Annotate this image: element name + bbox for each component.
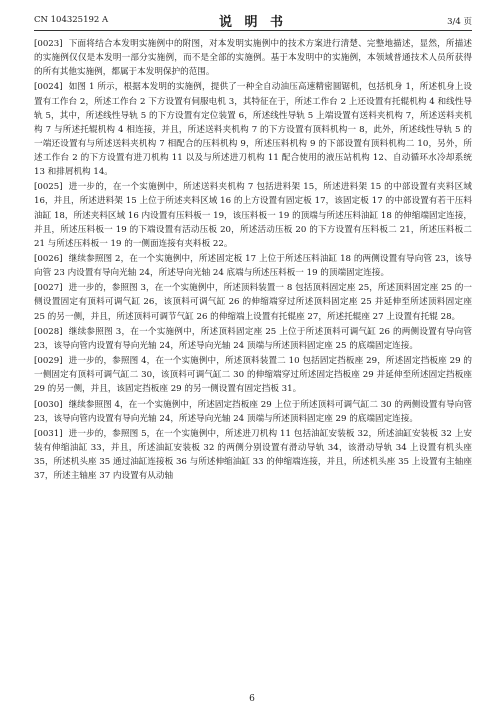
paragraph-text: 进一步的，参照图 3，在一个实施例中，所述顶料装置一 8 包括顶料固定座 25，所述顶料固定座 25 的一侧设置固定有顶料可调气缸 26，该顶料可调气缸 26 的伸缩端穿过所述顶料固定座 25 并延伸至所述顶料固定座 25 的另一侧，并且，所述顶料可调节气缸 26 的伸缩端上设置有托辊座 27，所述托辊座 27 上设置有托辊 28。 (34, 283, 472, 322)
document-title: 说 明 书 (218, 15, 288, 30)
paragraph-text: 进一步的，参照图 4，在一个实施例中，所述顶料装置二 10 包括固定挡板座 29，所述固定挡板座 29 的一侧固定有顶料可调气缸二 30，该顶料可调气缸二 30 的伸缩端穿过所述固定挡板座 29 并延伸至所述固定挡板座 29 的另一侧，并且，该固定挡板座 29 的另一侧设置有固定挡板 31。 (34, 356, 472, 395)
paragraph-0025 (34, 180, 472, 250)
paragraph-text: 继续参照图 4，在一个实施例中，所述固定挡板座 29 上位于所述顶料可调气缸二 30 的两侧设置有导向管 23，该导向管内设置有导向光轴 24，所述导向光轴 24 顶端与所述顶料固定座 29 的底端固定连接。 (34, 399, 472, 424)
paragraph-0026 (34, 252, 472, 280)
page-number: 6 (249, 694, 255, 704)
page-header (34, 10, 472, 31)
publication-number: CN 104325192 A (34, 15, 109, 25)
paragraph-text: 继续参照图 3，在一个实施例中，所述顶料固定座 25 上位于所述顶料可调气缸 26 的两侧设置有导向管 23，该导向管内设置有导向光轴 24，所述导向光轴 24 顶端与所述顶料固定座 25 的底端固定连接。 (34, 326, 472, 351)
paragraph-text: 继续参照图 2，在一个实施例中，所述固定板 17 上位于所述压料油缸 18 的两侧设置有导向管 23，该导向管 23 内设置有导向光轴 24，所述导向光轴 24 底端与所述压料板一 19 的顶端固定连接。 (34, 253, 472, 279)
paragraph-number: [0031] (34, 429, 63, 440)
paragraph-number: [0023] (34, 39, 63, 49)
paragraph-number: [0025] (34, 182, 63, 193)
paragraph-number: [0030] (34, 399, 63, 410)
paragraph-text: 如图 1 所示，根据本发明的实施例，提供了一种全自动油压高速精密圆锯机，包括机身 1，所述机身上设置有工作台 2，所述工作台 2 下方设置有伺服电机 3，其特征在于，所述工作台 2 上还设置有托辊机构 4 和线性导轨 5，其中，所述线性导轨 5 的下方设置有定位装置 6，所述线性导轨 5 上端设置有送料夹机构 7，所述送料夹机构 7 与所述托辊机构 4 相连接，并且，所述送料夹机构 7 的下方设置有顶料机构一 8，此外，所述线性导轨 5 的一端还设置有与所述送料夹机构 7 相配合的压料机构 9，所述压料机构 9 的下部设置有顶料机构二 10，另外，所述工作台 2 的下方设置有进刀机构 11 以及与所述进刀机构 11 配合使用的液压站机构 12、自动循环水冷却系统 13 和排屑机构 14。 (34, 82, 472, 178)
paragraph-number: [0024] (34, 82, 63, 93)
paragraph-number: [0027] (34, 283, 63, 294)
page-indicator: 3/4 页 (447, 17, 472, 27)
paragraph-number: [0029] (34, 356, 63, 367)
paragraph-0031 (34, 427, 472, 483)
paragraph-0029 (34, 354, 472, 396)
paragraph-0027 (34, 281, 472, 323)
paragraph-text: 进一步的，参照图 5，在一个实施例中，所述进刀机构 11 包括油缸安装板 32，所述油缸安装板 32 上安装有伸缩油缸 33，并且，所述油缸安装板 32 的两侧分别设置有滑动导轨 34，该滑动导轨 34 上设置有机头座 35，所述机头座 35 通过油缸连接板 36 与所述伸缩油缸 33 的伸缩端连接，并且，所述机头座 35 上设置有主轴座 37，所述主轴座 37 内设置有从动轴 (34, 429, 472, 482)
paragraph-text: 下面将结合本发明实施例中的附图，对本发明实施例中的技术方案进行清楚、完整地描述，显然，所描述的实施例仅仅是本发明一部分实施例，而不是全部的实施例。基于本发明中的实施例，本领域普通技术人员所获得的所有其他实施例，都属于本发明保护的范围。 (34, 39, 472, 78)
paragraph-text: 进一步的，在一个实施例中，所述送料夹机构 7 包括进料架 15，所述进料架 15 的中部设置有夹料区域 16，并且，所述进料架 15 上位于所述夹料区域 16 的上方设置有固定板 17，该固定板 17 的中部设置有若干压料油缸 18，所述夹料区域 16 内设置有压料板一 19，该压料板一 19 的顶端与所述压料油缸 18 的伸缩端固定连接，并且，所述压料板一 19 的下端设置有活动压板 20，所述活动压板 20 的下方设置有压料板二 21，所述压料板二 21 与所述压料板一 19 的一侧面连接有夹料板 22。 (34, 182, 472, 249)
page-footer (0, 694, 504, 704)
paragraph-0028 (34, 325, 472, 353)
document-body (34, 37, 472, 485)
paragraph-0030 (34, 398, 472, 426)
paragraph-number: [0028] (34, 326, 63, 337)
paragraph-0024 (34, 80, 472, 179)
paragraph-number: [0026] (34, 253, 63, 264)
paragraph-0023 (34, 37, 472, 79)
